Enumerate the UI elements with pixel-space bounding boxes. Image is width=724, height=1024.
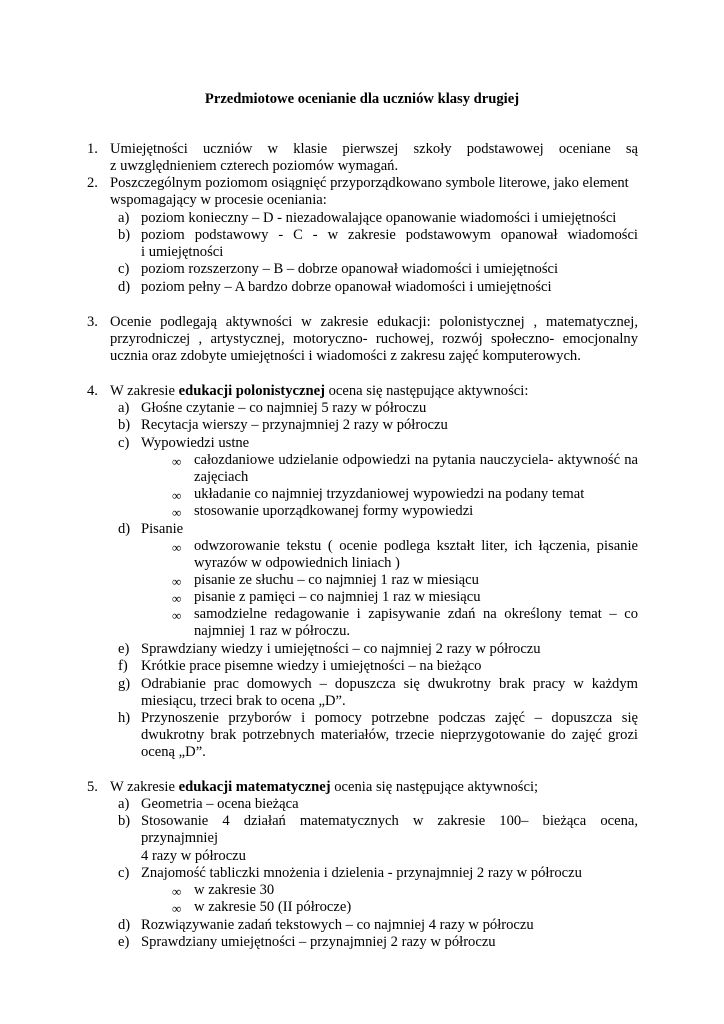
subitem-text: Wypowiedzi ustne	[141, 435, 250, 451]
subitem-marker: a)	[118, 400, 130, 416]
subitem-text: Recytacja wierszy – przynajmniej 2 razy w półroczu	[141, 417, 448, 433]
subitem-marker: c)	[118, 435, 130, 451]
subitem-marker: b)	[118, 227, 131, 243]
infinity-bullet-icon: ∞	[172, 505, 182, 520]
subitem-text: dwukrotny brak potrzebnych materiałów, trzecie nieprzygotowanie do zajęć grozi	[141, 727, 638, 743]
subitem-marker: c)	[118, 865, 130, 881]
item-text-line: Poszczególnym poziomom osiągnięć przyporządkowano symbole literowe, jako element	[110, 175, 629, 191]
infinity-bullet-icon: ∞	[172, 540, 182, 555]
subitem-text: Znajomość tabliczki mnożenia i dzielenia - przynajmniej 2 razy w półroczu	[141, 865, 582, 881]
subitem-marker: c)	[118, 261, 130, 277]
bullet-text: samodzielne redagowanie i zapisywanie zdań na określony temat – co	[194, 606, 638, 622]
item-number: 2.	[87, 175, 98, 191]
infinity-bullet-icon: ∞	[172, 488, 182, 503]
subitem-marker: g)	[118, 676, 131, 692]
bullet-text: wyrazów w odpowiednich liniach )	[194, 555, 400, 571]
subitem-text: Przynoszenie przyborów i pomocy potrzebne podczas zajęć – dopuszcza się	[141, 710, 638, 726]
subitem-text: poziom pełny – A bardzo dobrze opanował wiadomości i umiejętności	[141, 279, 552, 295]
item-number: 4.	[87, 383, 98, 399]
subitem-text: Rozwiązywanie zadań tekstowych – co najmniej 4 razy w półroczu	[141, 917, 534, 933]
bullet-text: pisanie z pamięci – co najmniej 1 raz w miesiącu	[194, 589, 481, 605]
document-title: Przedmiotowe ocenianie dla uczniów klasy drugiej	[204, 91, 520, 107]
infinity-bullet-icon: ∞	[172, 901, 182, 916]
subitem-text: poziom rozszerzony – B – dobrze opanował wiadomości i umiejętności	[141, 261, 559, 277]
item-text-line: z uwzględnieniem czterech poziomów wymagań.	[110, 158, 399, 174]
bullet-text: stosowanie uporządkowanej formy wypowiedzi	[194, 503, 474, 519]
subitem-marker: d)	[118, 279, 131, 295]
bullet-text: zajęciach	[194, 469, 249, 485]
item-heading: W zakresie edukacji polonistycznej ocena się następujące aktywności:	[110, 383, 529, 399]
subitem-marker: a)	[118, 210, 130, 226]
subitem-marker: d)	[118, 521, 131, 537]
infinity-bullet-icon: ∞	[172, 884, 182, 899]
item-text-line: Umiejętności uczniów w klasie pierwszej szkoły podstawowej oceniane są	[110, 141, 638, 157]
subitem-text: Stosowanie 4 działań matematycznych w zakresie 100– bieżąca ocena,	[141, 813, 638, 829]
item-heading: W zakresie edukacji matematycznej ocenia się następujące aktywności;	[110, 779, 539, 795]
subitem-marker: d)	[118, 917, 131, 933]
item-number: 3.	[87, 314, 98, 330]
subitem-text: Odrabianie prac domowych – dopuszcza się dwukrotny brak pracy w każdym	[141, 676, 638, 692]
item-text-line: Ocenie podlegają aktywności w zakresie edukacji: polonistycznej , matematycznej,	[110, 314, 638, 330]
item-number: 1.	[87, 141, 98, 157]
infinity-bullet-icon: ∞	[172, 574, 182, 589]
subitem-marker: a)	[118, 796, 130, 812]
infinity-bullet-icon: ∞	[172, 608, 182, 623]
subitem-marker: f)	[118, 658, 128, 674]
subitem-text: Pisanie	[141, 521, 184, 537]
bullet-text: w zakresie 50 (II półrocze)	[194, 899, 352, 915]
item-text-line: przyrodniczej , artystycznej, motoryczno- ruchowej, rozwój społeczno- emocjonalny	[110, 331, 638, 347]
subitem-text: przynajmniej	[141, 830, 218, 846]
item-text-line: ucznia oraz zdobyte umiejętności i wiadomości z zakresu zajęć komputerowych.	[110, 348, 581, 364]
infinity-bullet-icon: ∞	[172, 591, 182, 606]
subitem-text: oceną „D”.	[141, 744, 206, 760]
subitem-marker: e)	[118, 641, 130, 657]
bullet-text: w zakresie 30	[194, 882, 275, 898]
subitem-text: Geometria – ocena bieżąca	[141, 796, 299, 812]
bullet-text: układanie co najmniej trzyzdaniowej wypowiedzi na podany temat	[194, 486, 585, 502]
bullet-text: pisanie ze słuchu – co najmniej 1 raz w miesiącu	[194, 572, 479, 588]
subitem-text: Sprawdziany wiedzy i umiejętności – co najmniej 2 razy w półroczu	[141, 641, 541, 657]
bullet-text: najmniej 1 raz w półroczu.	[194, 623, 351, 639]
subitem-marker: b)	[118, 813, 131, 829]
subitem-text: poziom konieczny – D - niezadowalające opanowanie wiadomości i umiejętności	[141, 210, 617, 226]
subitem-text: poziom podstawowy - C - w zakresie podstawowym opanował wiadomości	[141, 227, 638, 243]
subitem-marker: b)	[118, 417, 131, 433]
item-number: 5.	[87, 779, 98, 795]
subitem-text: i umiejętności	[141, 244, 224, 260]
bullet-text: odwzorowanie tekstu ( ocenie podlega kształt liter, ich łączenia, pisanie	[194, 538, 638, 554]
subitem-text: Głośne czytanie – co najmniej 5 razy w półroczu	[141, 400, 427, 416]
subitem-text: miesiącu, trzeci brak to ocena „D”.	[141, 693, 346, 709]
subitem-text: 4 razy w półroczu	[141, 848, 246, 864]
subitem-marker: h)	[118, 710, 131, 726]
subitem-text: Krótkie prace pisemne wiedzy i umiejętności – na bieżąco	[141, 658, 482, 674]
bullet-text: całozdaniowe udzielanie odpowiedzi na pytania nauczyciela- aktywność na	[194, 452, 638, 468]
infinity-bullet-icon: ∞	[172, 454, 182, 469]
subitem-marker: e)	[118, 934, 130, 950]
item-text-line: wspomagający w procesie oceniania:	[110, 192, 327, 208]
subitem-text: Sprawdziany umiejętności – przynajmniej 2 razy w półroczu	[141, 934, 496, 950]
